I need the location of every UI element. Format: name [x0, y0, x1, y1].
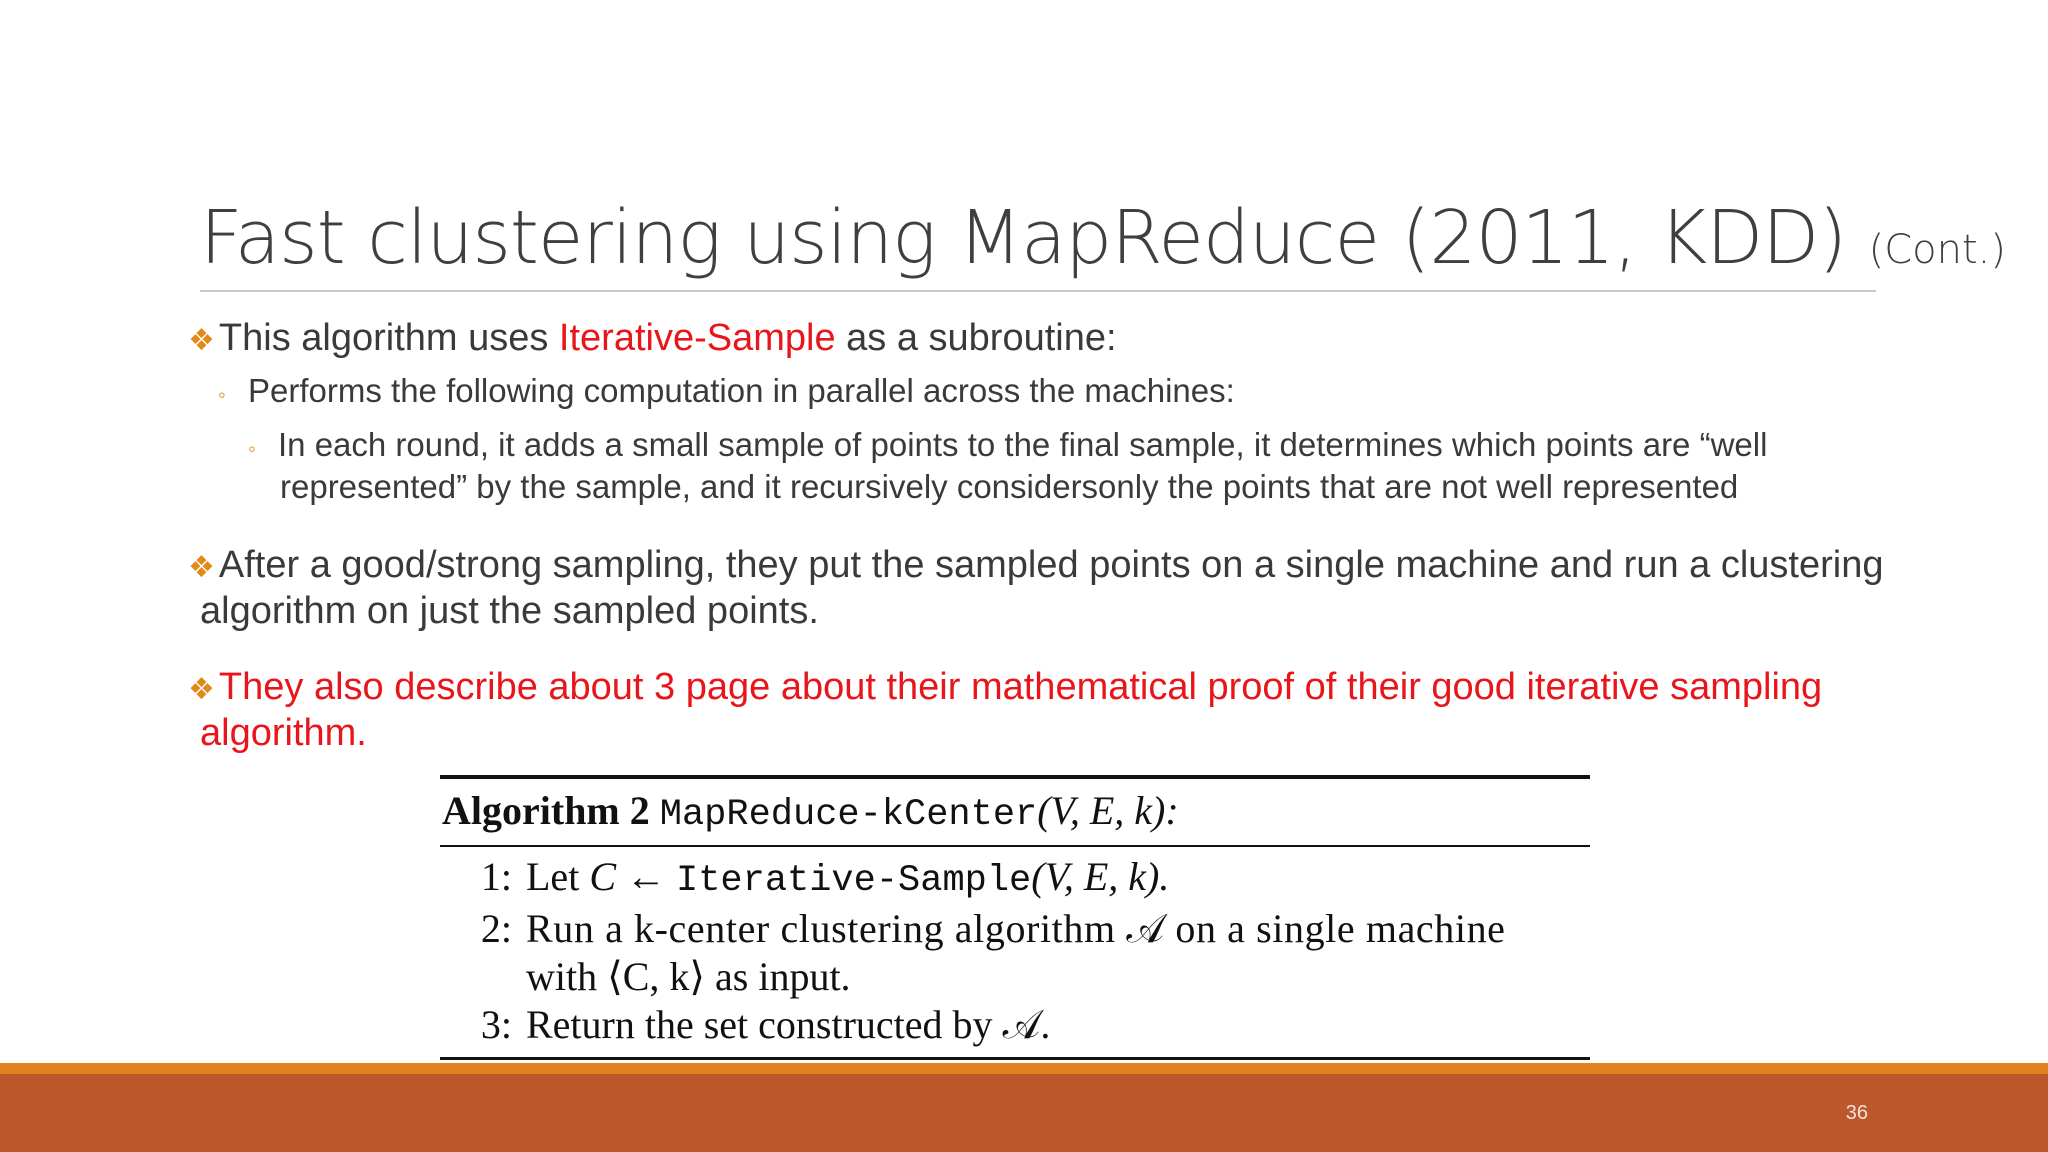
footer-bar — [0, 1074, 2048, 1152]
title-divider — [200, 290, 1876, 292]
sub-bullet-2-line-1: In each round, it adds a small sample of points to the final sample, it determines which points are “well — [278, 426, 1768, 463]
sub-bullet-1-text: Performs the following computation in parallel across the machines: — [248, 372, 1235, 409]
bullet-3-line-2: algorithm. — [200, 712, 367, 754]
bullet-1 — [188, 315, 1117, 364]
algorithm-step-2 — [440, 905, 1590, 953]
left-arrow-icon: ← — [616, 854, 676, 899]
step-3-text: Return the set constructed by 𝒜. — [526, 1002, 1051, 1047]
step-2-continuation: with ⟨C, k⟩ as input. — [526, 954, 851, 999]
diamond-bullet-icon: ❖ — [188, 324, 215, 357]
algorithm-header — [440, 779, 1590, 845]
step-number: 1: — [480, 854, 512, 899]
title-main: Fast clustering using MapReduce (2011, KDD) — [200, 195, 1847, 281]
bullet-3-line-1: They also describe about 3 page about their mathematical proof of their good iterative sampling — [218, 666, 1823, 708]
bullet-3 — [188, 664, 1822, 713]
bullet-2-line-2: algorithm on just the sampled points. — [200, 590, 819, 632]
sub-bullet-1 — [218, 370, 1235, 416]
slide-title — [200, 188, 2007, 288]
step-1-var: C — [589, 854, 616, 899]
algorithm-box — [440, 775, 1590, 1060]
bullet-2 — [188, 542, 1883, 591]
step-number: 3: — [480, 1002, 512, 1047]
bullet-2-line-1: After a good/strong sampling, they put the sampled points on a single machine and run a clustering — [218, 544, 1884, 586]
diamond-bullet-icon: ❖ — [188, 673, 215, 706]
algorithm-step-3 — [440, 1001, 1590, 1049]
step-1-pre: Let — [526, 854, 590, 899]
step-number: 2: — [480, 906, 512, 951]
bullet-1-text: This algorithm uses — [218, 317, 559, 359]
bullet-1-suffix: as a subroutine: — [835, 317, 1117, 359]
algorithm-name: MapReduce-kCenter — [659, 794, 1038, 836]
circle-bullet-icon: ◦ — [248, 436, 256, 461]
step-1-post: (V, E, k). — [1031, 854, 1170, 899]
step-1-function: Iterative-Sample — [676, 860, 1032, 902]
footer-accent-band — [0, 1063, 2048, 1074]
bullet-2-continuation — [200, 588, 819, 634]
algorithm-label: Algorithm 2 — [442, 788, 650, 833]
circle-bullet-icon: ◦ — [218, 382, 226, 407]
sub-bullet-2-continuation — [280, 466, 1738, 508]
title-suffix: (Cont.) — [1868, 227, 2007, 273]
sub-bullet-2-line-2: represented” by the sample, and it recursively considersonly the points that are not well represented — [280, 468, 1739, 505]
sub-bullet-2 — [248, 424, 1767, 470]
bullet-3-continuation — [200, 710, 367, 756]
step-2-text: Run a k-center clustering algorithm 𝒜 on a single machine — [526, 906, 1506, 951]
algorithm-step-1 — [440, 853, 1590, 905]
page-number: 36 — [1845, 1102, 1868, 1124]
diamond-bullet-icon: ❖ — [188, 551, 215, 584]
algorithm-bottom-rule — [440, 1057, 1590, 1060]
algorithm-args: (V, E, k): — [1037, 788, 1179, 833]
bullet-1-highlight: Iterative-Sample — [558, 317, 836, 359]
